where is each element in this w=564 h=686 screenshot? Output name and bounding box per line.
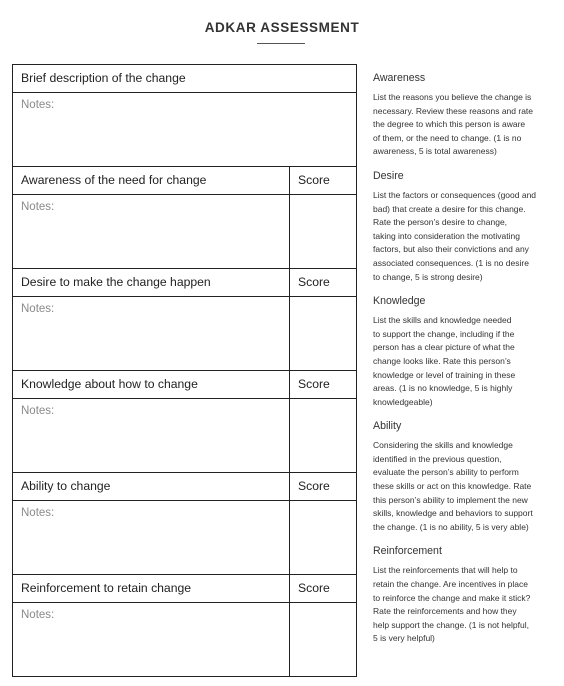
awareness-header	[13, 167, 356, 195]
awareness-line: necessary. Review these reasons and rate	[373, 105, 534, 116]
knowledge-body	[13, 399, 356, 472]
reinforcement-line: 5 is very helpful)	[373, 633, 435, 644]
reinforcement-description	[373, 564, 553, 646]
desire-line: to change, 5 is strong desire)	[373, 271, 483, 282]
desire-line: taking into consideration the motivating	[373, 230, 520, 241]
awareness-heading: Awareness	[373, 72, 426, 84]
ability-line: these skills or act on this knowledge. Rate	[373, 481, 532, 492]
ability-score-label: Score	[289, 473, 356, 500]
desire-header	[13, 269, 356, 297]
ability-description	[373, 439, 553, 534]
awareness-line: the degree to which this person is aware	[373, 119, 526, 130]
desire-score-label: Score	[289, 269, 356, 296]
knowledge-score-field[interactable]	[289, 399, 356, 472]
instructions-sidebar	[373, 68, 553, 646]
knowledge-notes-field[interactable]: Notes:	[21, 405, 55, 417]
intro-label: Brief description of the change	[21, 71, 186, 85]
ability-label: Ability to change	[21, 479, 111, 493]
reinforcement-line: help support the change. (1 is not helpful,	[373, 619, 529, 630]
intro-section	[12, 64, 357, 167]
ability-line: Considering the skills and knowledge	[373, 440, 513, 451]
desire-heading: Desire	[373, 169, 404, 182]
knowledge-line: List the skills and knowledge needed	[373, 315, 512, 326]
ability-line: identified in the previous question,	[373, 453, 502, 464]
reinforcement-label: Reinforcement to retain change	[21, 581, 192, 595]
desire-label: Desire to make the change happen	[21, 275, 211, 289]
knowledge-description	[373, 314, 553, 409]
ability-notes-field[interactable]: Notes:	[21, 507, 55, 519]
knowledge-score-label: Score	[289, 371, 356, 398]
ability-section	[12, 473, 357, 575]
desire-line: Rate the person’s desire to change,	[373, 217, 508, 228]
intro-notes-field[interactable]: Notes:	[21, 99, 55, 111]
reinforcement-score-field[interactable]	[289, 603, 356, 676]
desire-notes-field[interactable]: Notes:	[21, 303, 55, 315]
ability-line: the change. (1 is no ability, 5 is very able)	[373, 521, 529, 532]
knowledge-line: areas. (1 is no knowledge, 5 is highly	[373, 383, 513, 394]
intro-header	[13, 65, 356, 93]
desire-body	[13, 297, 356, 370]
awareness-line: List the reasons you believe the change is	[373, 92, 532, 102]
reinforcement-line: retain the change. Are incentives in place	[373, 579, 528, 590]
ability-line: skills, knowledge and behaviors to support	[373, 508, 533, 519]
awareness-body	[13, 195, 356, 268]
knowledge-line: change looks like. Rate this person’s	[373, 355, 511, 366]
assessment-form	[12, 64, 357, 677]
ability-score-field[interactable]	[289, 501, 356, 574]
reinforcement-section	[12, 575, 357, 677]
awareness-description	[373, 91, 553, 159]
ability-body	[13, 501, 356, 574]
awareness-label: Awareness of the need for change	[21, 173, 207, 187]
reinforcement-notes-field[interactable]: Notes:	[21, 609, 55, 621]
knowledge-section	[12, 371, 357, 473]
title-underline	[257, 43, 305, 44]
reinforcement-score-label: Score	[289, 575, 356, 602]
desire-description	[373, 189, 553, 284]
awareness-line: awareness, 5 is total awareness)	[373, 146, 497, 157]
reinforcement-header	[13, 575, 356, 603]
reinforcement-line: Rate the reinforcements and how they	[373, 606, 517, 617]
ability-line: evaluate the person’s ability to perform	[373, 467, 519, 478]
intro-body	[13, 93, 356, 166]
desire-line: bad) that create a desire for this change.	[373, 203, 526, 214]
desire-line: List the factors or consequences (good and	[373, 189, 537, 200]
reinforcement-body	[13, 603, 356, 676]
desire-line: factors, but also their convictions and any	[373, 244, 529, 255]
knowledge-line: person has a clear picture of what the	[373, 342, 515, 353]
reinforcement-heading: Reinforcement	[373, 545, 442, 558]
ability-header	[13, 473, 356, 501]
desire-line: associated consequences. (1 is no desire	[373, 257, 529, 268]
reinforcement-line: to reinforce the change and make it stick?	[373, 592, 531, 603]
awareness-line: of them, or the need to change. (1 is no	[373, 132, 522, 143]
knowledge-line: knowledge or level of training in these	[373, 369, 516, 380]
knowledge-line: knowledgeable)	[373, 396, 433, 407]
desire-score-field[interactable]	[289, 297, 356, 370]
ability-heading: Ability	[373, 420, 402, 433]
reinforcement-line: List the reinforcements that will help to	[373, 565, 518, 576]
knowledge-header	[13, 371, 356, 399]
awareness-notes-field[interactable]: Notes:	[21, 201, 55, 213]
awareness-score-label: Score	[289, 167, 356, 194]
awareness-section	[12, 167, 357, 269]
desire-section	[12, 269, 357, 371]
knowledge-label: Knowledge about how to change	[21, 377, 198, 391]
ability-line: this person’s ability to implement the new	[373, 494, 528, 505]
knowledge-line: to support the change, including if the	[373, 328, 515, 339]
knowledge-heading: Knowledge	[373, 295, 426, 308]
awareness-score-field[interactable]	[289, 195, 356, 268]
document-title: ADKAR ASSESSMENT	[204, 20, 360, 35]
